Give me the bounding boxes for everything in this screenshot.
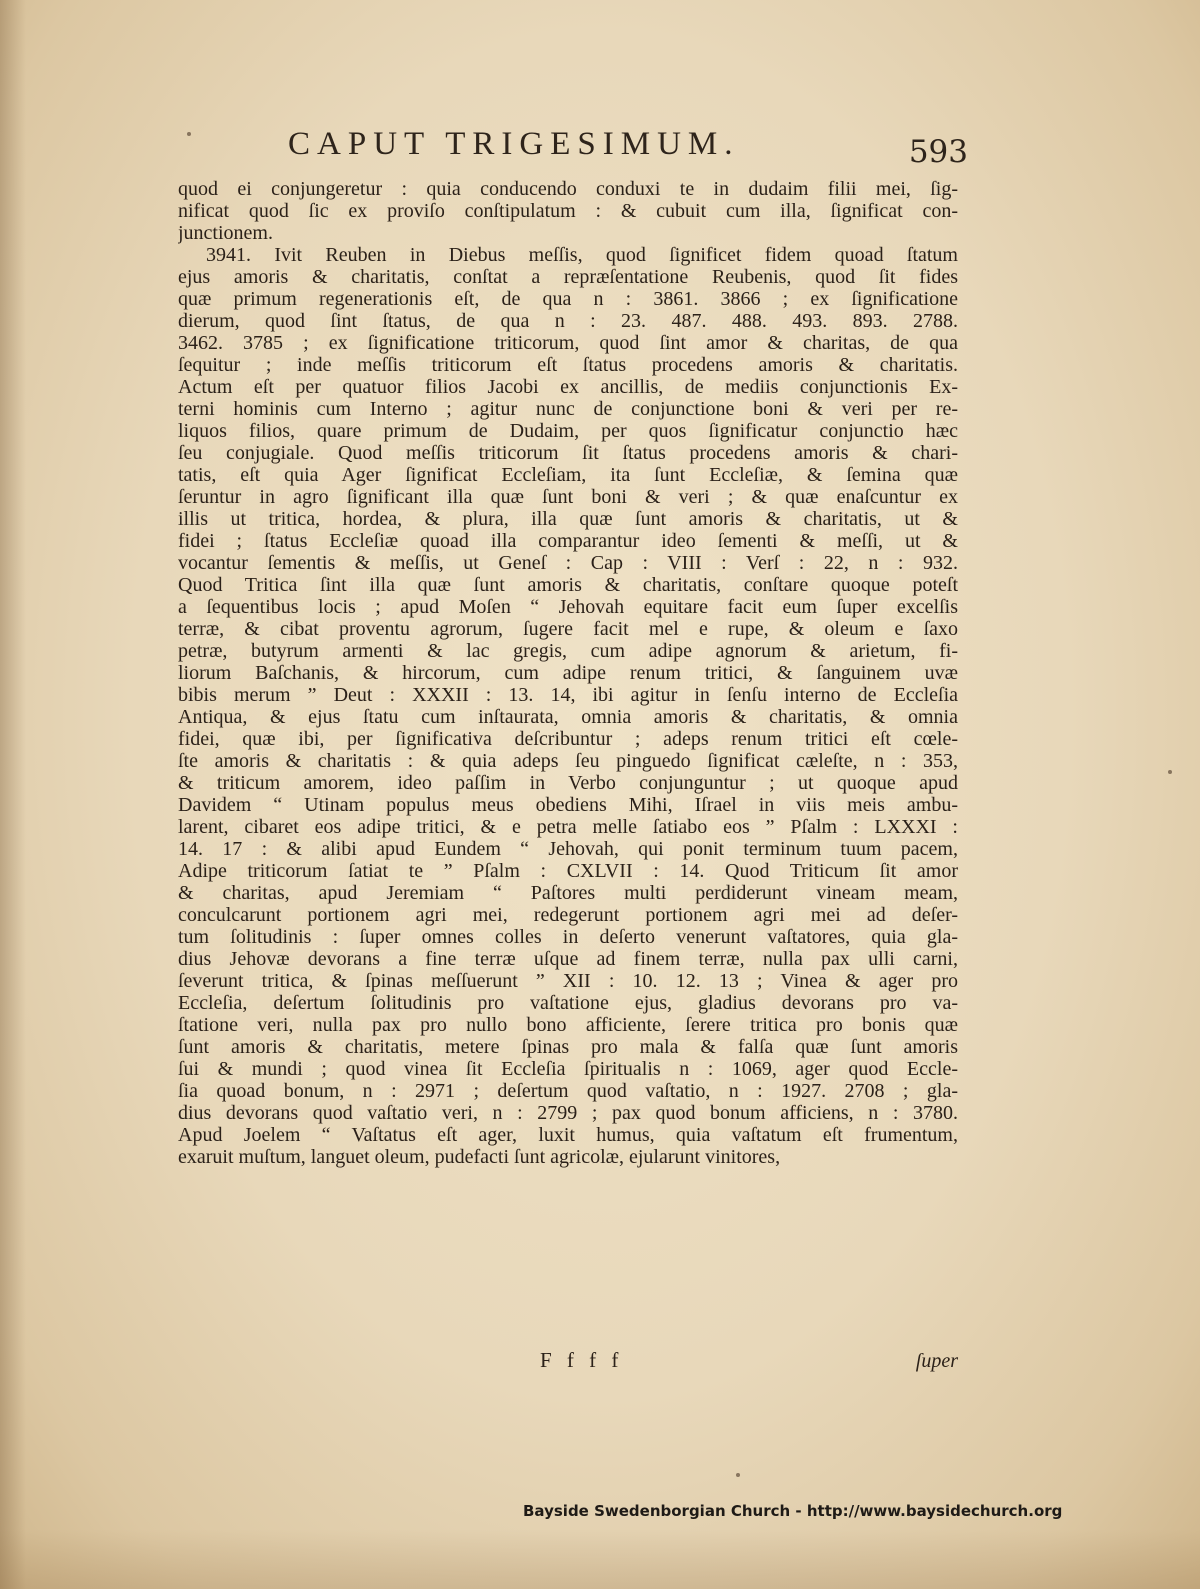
paper-speck [187, 132, 191, 136]
text-line: 3941. Ivit Reuben in Diebus meſſis, quod ſignificet fidem quoad ſtatum [206, 244, 958, 266]
text-line: Davidem “ Utinam populus meus obediens Mihi, Iſrael in viis meis ambu- [178, 794, 958, 816]
text-line: nificat quod ſic ex proviſo conſtipulatum : & cubuit cum illa, ſignificat con- [178, 200, 958, 222]
text-line: Actum eſt per quatuor filios Jacobi ex ancillis, de mediis conjunctionis Ex- [178, 376, 958, 398]
text-line: Apud Joelem “ Vaſtatus eſt ager, luxit humus, quia vaſtatum eſt frumentum, [178, 1124, 958, 1146]
text-line: exaruit muſtum, languet oleum, pudefacti ſunt agricolæ, ejularunt vinitores, [178, 1146, 781, 1168]
text-line: fidei ; ſtatus Eccleſiæ quoad illa comparantur ideo ſementi & meſſi, ut & [178, 530, 958, 552]
text-line: tum ſolitudinis : ſuper omnes colles in deſerto venerunt vaſtatores, quia gla- [178, 926, 958, 948]
catchword: ſuper [915, 1350, 958, 1372]
page-header [288, 126, 968, 170]
text-line: larent, cibaret eos adipe tritici, & e petra melle ſatiabo eos ” Pſalm : LXXXI : [178, 816, 958, 838]
paper-speck [1168, 770, 1172, 774]
text-line: conculcarunt portionem agri mei, redegerunt portionem agri mei ad deſer- [178, 904, 958, 926]
text-line: terræ, & cibat proventu agrorum, ſugere facit mel e rupe, & oleum e ſaxo [178, 618, 958, 640]
text-line: a ſequentibus locis ; apud Moſen “ Jehovah equitare facit eum ſuper excelſis [178, 596, 958, 618]
text-line: Quod Tritica ſint illa quæ ſunt amoris & charitatis, conſtare quoque poteſt [178, 574, 958, 596]
text-line: & charitas, apud Jeremiam “ Paſtores multi perdiderunt vineam meam, [178, 882, 958, 904]
text-line: fidei, quæ ibi, per ſignificativa deſcribuntur ; adeps renum tritici eſt cœle- [178, 728, 958, 750]
text-line: junctionem. [178, 222, 273, 244]
text-line: ſequitur ; inde meſſis triticorum eſt ſtatus procedens amoris & charitatis. [178, 354, 958, 376]
body-text [178, 178, 958, 1168]
text-line: Antiqua, & ejus ſtatu cum inſtaurata, omnia amoris & charitatis, & omnia [178, 706, 958, 728]
text-line: ejus amoris & charitatis, conſtat a repræſentatione Reubenis, quod ſit fides [178, 266, 958, 288]
paper-speck [736, 1473, 740, 1477]
text-line: 3462. 3785 ; ex ſignificatione triticorum, quod ſint amor & charitas, de qua [178, 332, 958, 354]
page-edge-shading [0, 1529, 1200, 1589]
page-number: 593 [908, 134, 968, 170]
page-footer [178, 1348, 958, 1378]
text-line: Adipe triticorum ſatiat te ” Pſalm : CXLVII : 14. Quod Triticum ſit amor [178, 860, 958, 882]
text-line: vocantur ſementis & meſſis, ut Geneſ : Cap : VIII : Verſ : 22, n : 932. [178, 552, 958, 574]
text-line: dierum, quod ſint ſtatus, de qua n : 23. 487. 488. 493. 893. 2788. [178, 310, 958, 332]
text-line: ſeverunt tritica, & ſpinas meſſuerunt ” XII : 10. 12. 13 ; Vinea & ager pro [178, 970, 958, 992]
text-line: quæ primum regenerationis eſt, de qua n : 3861. 3866 ; ex ſignificatione [178, 288, 958, 310]
text-line: ſtatione veri, nulla pax pro nullo bono afficiente, ſerere tritica pro bonis quæ [178, 1014, 958, 1036]
spine-shadow [0, 0, 26, 1589]
text-line: bibis merum ” Deut : XXXII : 13. 14, ibi agitur in ſenſu interno de Eccleſia [178, 684, 958, 706]
text-line: Eccleſia, deſertum ſolitudinis pro vaſtatione ejus, gladius devorans pro va- [178, 992, 958, 1014]
text-line: quod ei conjungeretur : quia conducendo conduxi te in dudaim filii mei, ſig- [178, 178, 958, 200]
text-line: tatis, eſt quia Ager ſignificat Eccleſiam, ita ſunt Eccleſiæ, & ſemina quæ [178, 464, 958, 486]
watermark-caption: Bayside Swedenborgian Church - http://www.baysidechurch.org [523, 1502, 1063, 1520]
text-line: 14. 17 : & alibi apud Eundem “ Jehovah, qui ponit terminum tuum pacem, [178, 838, 958, 860]
signature-mark: F f f f [540, 1348, 624, 1372]
text-line: dius devorans quod vaſtatio veri, n : 2799 ; pax quod bonum afficiens, n : 3780. [178, 1102, 958, 1124]
text-line: illis ut tritica, hordea, & plura, illa quæ ſunt amoris & charitatis, ut & [178, 508, 958, 530]
text-line: ſeruntur in agro ſignificant illa quæ ſunt boni & veri ; & quæ enaſcuntur ex [178, 486, 958, 508]
text-line: petræ, butyrum armenti & lac gregis, cum adipe agnorum & arietum, fi- [178, 640, 958, 662]
text-line: & triticum amorem, ideo paſſim in Verbo conjunguntur ; ut quoque apud [178, 772, 958, 794]
text-line: ſui & mundi ; quod vinea ſit Eccleſia ſpiritualis n : 1069, ager quod Eccle- [178, 1058, 958, 1080]
text-line: ſunt amoris & charitatis, metere ſpinas pro mala & falſa quæ ſunt amoris [178, 1036, 958, 1058]
text-line: liorum Baſchanis, & hircorum, cum adipe renum tritici, & ſanguinem uvæ [178, 662, 958, 684]
text-line: dius Jehovæ devorans a fine terræ uſque ad finem terræ, nulla pax ulli carni, [178, 948, 958, 970]
text-line: ſte amoris & charitatis : & quia adeps ſeu pinguedo ſignificat cæleſte, n : 353, [178, 750, 958, 772]
running-title: CAPUT TRIGESIMUM. [288, 126, 740, 162]
text-line: ſia quoad bonum, n : 2971 ; deſertum quod vaſtatio, n : 1927. 2708 ; gla- [178, 1080, 958, 1102]
text-line: liquos filios, quare primum de Dudaim, per quos ſignificatur conjunctio hæc [178, 420, 958, 442]
text-line: ſeu conjugiale. Quod meſſis triticorum ſit ſtatus procedens amoris & chari- [178, 442, 958, 464]
text-line: terni hominis cum Interno ; agitur nunc de conjunctione boni & veri per re- [178, 398, 958, 420]
